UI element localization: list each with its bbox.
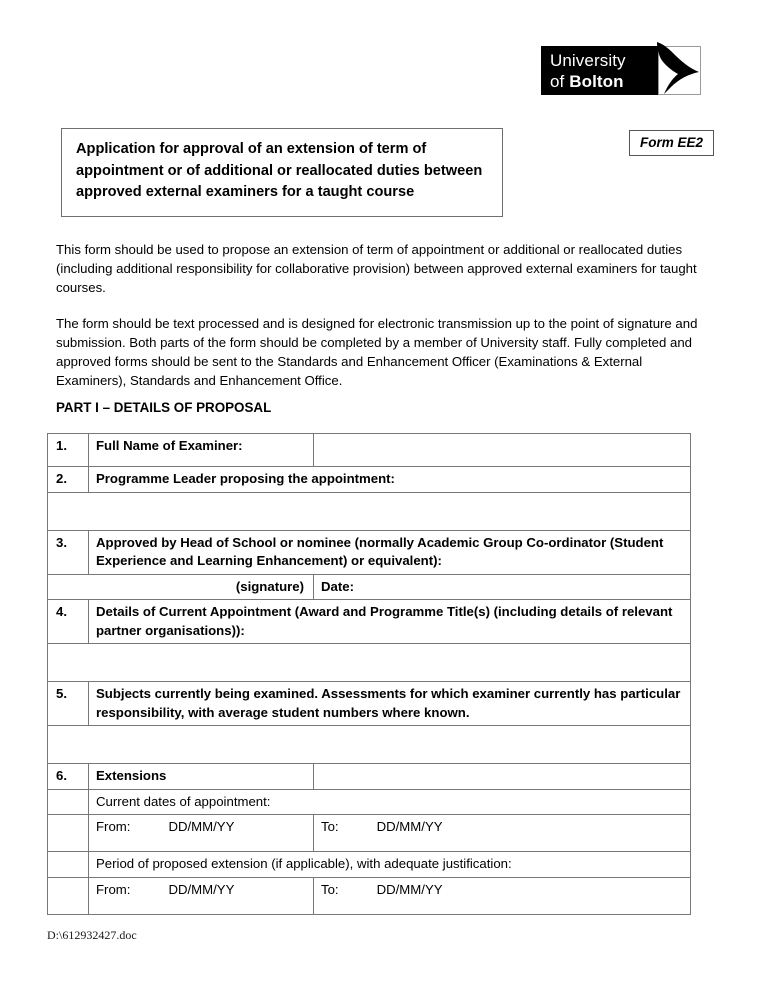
row-number-blank-current-from-to bbox=[48, 815, 89, 852]
logo-wordmark bbox=[541, 46, 659, 95]
form-code-badge: Form EE2 bbox=[629, 130, 714, 156]
table-row-4-answer bbox=[48, 644, 691, 682]
intro-paragraphs bbox=[56, 240, 712, 406]
row-number-blank-proposed-from-to bbox=[48, 877, 89, 914]
field-current-to[interactable] bbox=[314, 815, 691, 852]
field-current-from[interactable] bbox=[89, 815, 314, 852]
row-number-blank-proposed bbox=[48, 852, 89, 878]
current-to-label: To: bbox=[321, 819, 339, 834]
field-input-full-name[interactable] bbox=[314, 434, 691, 467]
intro-paragraph-2: The form should be text processed and is designed for electronic transmission up to the point of signature and submission. Both parts of the form should be completed by a member of University staff. Fully completed and approved forms should be sent to the Standards and Enhancement Officer (Examinations & External Examiners), Standards and Enhancement Office. bbox=[56, 315, 698, 389]
date-field-label: Date: bbox=[321, 578, 354, 594]
field-input-subjects-examined[interactable] bbox=[48, 726, 691, 764]
field-label-programme-leader: Programme Leader proposing the appointment: bbox=[89, 467, 691, 493]
field-input-programme-leader[interactable] bbox=[48, 492, 691, 530]
field-label-approved-by: Approved by Head of School or nominee (normally Academic Group Co-ordinator (Student Experience and Learning Enhancement) or equivalent): bbox=[89, 530, 691, 574]
current-from-label: From: bbox=[96, 819, 131, 834]
logo-line-of-bolton bbox=[541, 71, 659, 92]
logo-word-of: of bbox=[550, 72, 570, 91]
row-number-6: 6. bbox=[48, 764, 89, 790]
table-row-5 bbox=[48, 682, 691, 726]
row-number-5: 5. bbox=[48, 682, 89, 726]
logo-line-university: University bbox=[550, 51, 626, 70]
field-label-current-appointment: Details of Current Appointment (Award and Programme Title(s) (including details of relevant partner organisations)): bbox=[89, 600, 691, 644]
field-label-subjects-examined: Subjects currently being examined. Assessments for which examiner currently has particular responsibility, with average student numbers where known. bbox=[89, 682, 691, 726]
table-row-current-from-to bbox=[48, 815, 691, 852]
table-row-1 bbox=[48, 434, 691, 467]
table-row-proposed-from-to bbox=[48, 877, 691, 914]
proposed-from-label: From: bbox=[96, 881, 131, 897]
field-label-proposed-extension: Period of proposed extension (if applicable), with adequate justification: bbox=[89, 852, 691, 878]
table-row-2 bbox=[48, 467, 691, 493]
row-number-4: 4. bbox=[48, 600, 89, 644]
field-input-extensions[interactable] bbox=[314, 764, 691, 790]
proposed-from-value: DD/MM/YY bbox=[168, 881, 235, 897]
intro-paragraph-1: This form should be used to propose an extension of term of appointment or additional or reallocated duties (including additional responsibility for collaborative provision) between approved external examiners for taught courses. bbox=[56, 242, 697, 296]
form-title-text: Application for approval of an extension of term of appointment or of additional or reallocated duties between approved external examiners for a taught course bbox=[76, 141, 483, 200]
proposed-to-label: To: bbox=[321, 881, 339, 897]
current-from-value: DD/MM/YY bbox=[168, 819, 235, 834]
form-title-box bbox=[61, 128, 503, 217]
document-file-path: D:\612932427.doc bbox=[47, 928, 137, 942]
logo-word-bolton: Bolton bbox=[569, 72, 624, 91]
row-number-1: 1. bbox=[48, 434, 89, 467]
proposed-to-value: DD/MM/YY bbox=[376, 881, 443, 897]
field-proposed-from[interactable] bbox=[89, 877, 314, 914]
field-label-full-name: Full Name of Examiner: bbox=[89, 434, 314, 467]
signature-field[interactable]: (signature) bbox=[48, 574, 314, 600]
table-row-6 bbox=[48, 764, 691, 790]
table-row-2-answer bbox=[48, 492, 691, 530]
row-number-2: 2. bbox=[48, 467, 89, 493]
date-field[interactable] bbox=[314, 574, 691, 600]
table-row-5-answer bbox=[48, 726, 691, 764]
field-label-extensions: Extensions bbox=[89, 764, 314, 790]
table-row-4 bbox=[48, 600, 691, 644]
part-1-heading: PART I – DETAILS OF PROPOSAL bbox=[56, 400, 272, 415]
table-row-proposed-period bbox=[48, 852, 691, 878]
current-to-value: DD/MM/YY bbox=[376, 819, 443, 834]
table-row-current-dates bbox=[48, 789, 691, 815]
field-label-current-dates: Current dates of appointment: bbox=[89, 789, 691, 815]
field-proposed-to[interactable] bbox=[314, 877, 691, 914]
proposal-details-table bbox=[47, 433, 691, 915]
table-row-3-signature bbox=[48, 574, 691, 600]
university-logo bbox=[541, 40, 701, 95]
row-number-blank-current-dates bbox=[48, 789, 89, 815]
logo-white-square bbox=[658, 46, 701, 95]
table-row-3 bbox=[48, 530, 691, 574]
field-input-current-appointment[interactable] bbox=[48, 644, 691, 682]
row-number-3: 3. bbox=[48, 530, 89, 574]
